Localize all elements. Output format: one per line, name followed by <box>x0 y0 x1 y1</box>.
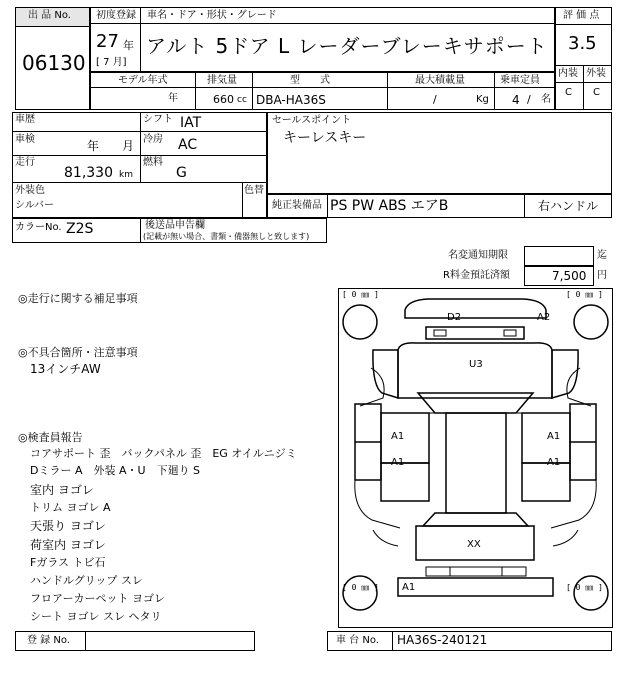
capacity-unit: 名 <box>541 94 551 105</box>
repaint-label: 色替 <box>244 185 264 196</box>
cooler-value: AC <box>178 137 198 153</box>
equipment-value: PS PW ABS エアB <box>330 198 449 214</box>
sales-point-label: セールスポイント <box>272 115 352 126</box>
exterior-label: 外装 <box>586 68 606 79</box>
door-rear-left <box>381 463 429 501</box>
equipment-label: 純正装備品 <box>272 200 322 211</box>
mark-a1-rear-bumper: A1 <box>402 582 416 593</box>
registration-label: 登 録 No. <box>27 635 70 646</box>
fuel-label: 燃料 <box>143 157 163 168</box>
inspector-line: トリム ヨゴレ A <box>30 501 111 514</box>
recycle-unit: 円 <box>597 270 607 281</box>
inspector-line: 室内 ヨゴレ <box>30 483 94 497</box>
max-load-unit: Kg <box>476 94 489 105</box>
rear-bumper <box>398 578 553 596</box>
fuel-value: G <box>176 165 187 181</box>
shift-value: IAT <box>180 115 202 131</box>
fender-front-right <box>552 350 578 398</box>
interior-label: 内装 <box>558 68 578 79</box>
door-front-right <box>522 413 570 463</box>
exterior-color-value: シルバー <box>15 200 55 211</box>
name-change-unit: 迄 <box>597 250 607 261</box>
car-name-label: 車名・ドア・形状・グレード <box>147 10 277 21</box>
roof <box>446 413 506 513</box>
chassis-label: 車 台 No. <box>336 635 379 646</box>
color-no-label: カラーNo. <box>15 222 62 233</box>
rear-glass <box>423 513 528 526</box>
model-year-label: モデル年式 <box>118 75 168 86</box>
mark-a1-front-right-door: A1 <box>547 431 561 442</box>
inspector-title: ◎検査員報告 <box>18 431 83 444</box>
type-label: 型 式 <box>290 75 330 86</box>
mark-a1-rear-right: A1 <box>547 457 561 468</box>
mileage-value: 81,330 <box>64 165 113 181</box>
fender-front-left <box>373 350 398 398</box>
inspector-line: Fガラス トビ石 <box>30 556 106 569</box>
displacement-label: 排気量 <box>207 75 237 86</box>
mark-d2-front-bumper: D2 <box>447 312 462 323</box>
reg-year: 27 <box>96 31 119 52</box>
inspection-month: 月 <box>122 139 135 153</box>
displacement-unit: cc <box>237 95 247 105</box>
grille <box>426 327 524 339</box>
hood <box>398 343 552 398</box>
mileage-label: 走行 <box>15 157 35 168</box>
tire-rear-right <box>574 576 608 610</box>
car-name: アルト 5ドア L レーダーブレーキサポート <box>146 34 548 58</box>
inspector-line: フロアーカーペット ヨゴレ <box>30 592 165 605</box>
max-load-slash: / <box>433 93 437 106</box>
tire-front-right <box>574 305 608 339</box>
color-no-value: Z2S <box>66 221 94 237</box>
recycle-amount: 7,500 <box>552 269 587 283</box>
capacity-slash: / <box>527 93 531 106</box>
cooler-label: 冷房 <box>143 134 163 145</box>
mark-a1-front-left-door: A1 <box>391 431 405 442</box>
steering-value: 右ハンドル <box>538 199 599 213</box>
door-rear-right <box>522 463 570 501</box>
model-year-unit: 年 <box>168 93 178 104</box>
mark-a1-rear-left: A1 <box>391 457 405 468</box>
exterior-grade: C <box>593 87 600 98</box>
lot-number: 06130 <box>22 51 86 75</box>
tire-rear-left <box>343 576 377 610</box>
shift-label: シフト <box>143 114 173 125</box>
history-label: 車歴 <box>15 114 35 125</box>
defects-title: ◎不具合箇所・注意事項 <box>18 346 138 359</box>
chassis-number: HA36S-240121 <box>397 633 488 647</box>
sales-point-value: キーレスキー <box>283 130 367 146</box>
front-bumper <box>405 299 546 318</box>
inspection-year: 年 <box>87 139 100 153</box>
type-value: DBA-HA36S <box>256 93 326 107</box>
car-damage-diagram <box>338 288 613 628</box>
tire-depth-rear-left: [ 0 ㎜ ] <box>342 583 379 592</box>
mark-xx-back-door: XX <box>467 539 481 550</box>
lot-label: 出 品 No. <box>28 10 71 21</box>
interior-grade: C <box>565 87 572 98</box>
tire-depth-rear-right: [ 0 ㎜ ] <box>566 583 603 592</box>
exterior-color-label: 外装色 <box>15 185 45 196</box>
inspector-line: Dミラー A 外装 A・U 下廻り S <box>30 464 201 477</box>
post-report-note: (記載が無い場合、書類・備器無しと致します) <box>143 232 310 241</box>
defects-text: 13インチAW <box>30 362 101 376</box>
capacity-label: 乗車定員 <box>500 75 540 86</box>
capacity-value: 4 <box>512 93 520 107</box>
tire-depth-front-left: [ 0 ㎜ ] <box>342 290 379 299</box>
door-front-left <box>381 413 429 463</box>
grade-value: 3.5 <box>568 33 597 54</box>
max-load-label: 最大積載量 <box>415 75 465 86</box>
inspector-line: シート ヨゴレ スレ ヘタリ <box>30 610 162 623</box>
reg-month: [ 7 月] <box>96 57 127 68</box>
recycle-label: R料金預託済額 <box>443 270 510 281</box>
name-change-box <box>524 246 594 266</box>
mark-u3-hood: U3 <box>469 359 483 370</box>
tire-depth-front-right: [ 0 ㎜ ] <box>566 290 603 299</box>
inspector-line: 天張り ヨゴレ <box>30 519 106 533</box>
name-change-label: 名変通知期限 <box>448 250 508 261</box>
mileage-unit: km <box>119 170 133 180</box>
driving-notes-title: ◎走行に関する補足事項 <box>18 292 138 305</box>
first-reg-label: 初度登録 <box>96 10 136 21</box>
grade-label: 評 価 点 <box>563 10 600 21</box>
inspector-line: コアサポート 歪 バックパネル 歪 EG オイルニジミ <box>30 447 297 460</box>
inspector-line: ハンドルグリップ スレ <box>30 574 143 587</box>
inspection-label: 車検 <box>15 134 35 145</box>
windshield <box>418 393 533 413</box>
reg-year-unit: 年 <box>123 39 134 52</box>
mark-a2-front-bumper: A2 <box>537 312 551 323</box>
post-report-label: 後送品申告欄 <box>145 220 205 231</box>
displacement-value: 660 <box>213 93 234 106</box>
tire-front-left <box>343 305 377 339</box>
inspector-line: 荷室内 ヨゴレ <box>30 538 106 552</box>
